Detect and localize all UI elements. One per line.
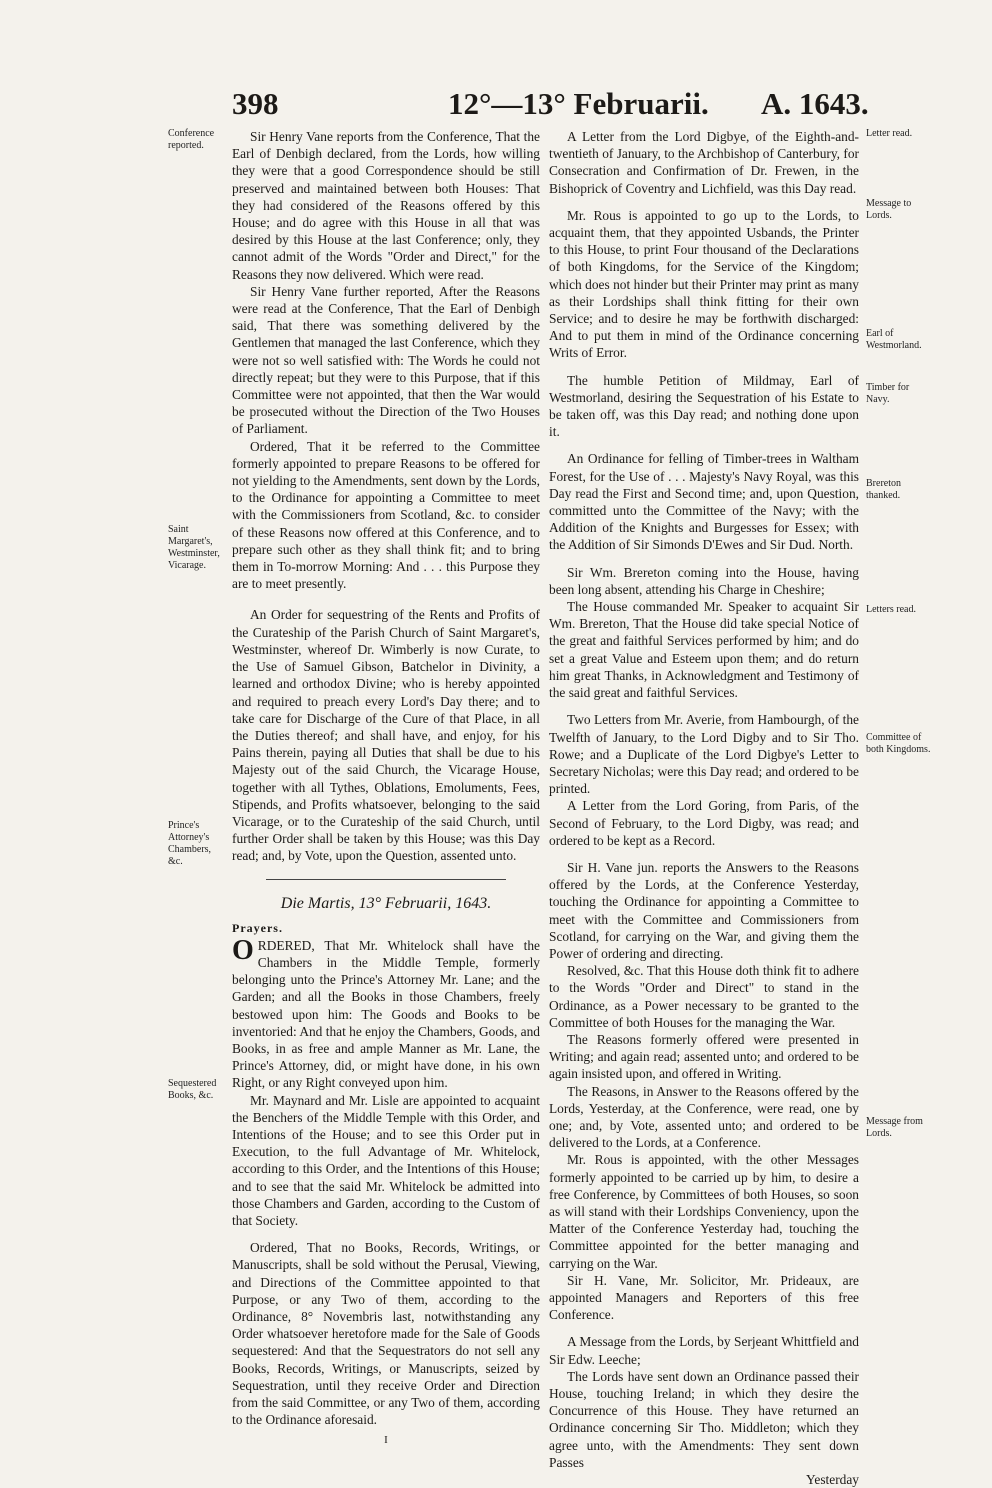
paragraph: Sir Henry Vane further reported, After the Reasons were read at the Conference, That the Earl of Denbigh said, That there was something delivered by the Gentlemen that managed the last Conference, which they were not so well satisfied with: The Words he could not directly repeat; but they were to this Purpose, that if this Committee were not appointed, that then the War would be prosecuted without the Direction of the Two Houses of Parliament. <box>232 283 540 437</box>
margin-note-committee-kingdoms: Committee of both Kingdoms. <box>866 732 931 755</box>
section-title: Die Martis, 13° Februarii, 1643. <box>280 894 492 912</box>
drop-cap: O <box>232 934 254 966</box>
margin-note-timber-navy: Timber for Navy. <box>866 382 910 405</box>
paragraph: The humble Petition of Mildmay, Earl of Westmorland, desiring the Sequestration of his Estate to be taken off, was this Day read; and nothing done upon it. <box>549 372 859 440</box>
paragraph: Mr. Maynard and Mr. Lisle are appointed to acquaint the Benchers of the Middle Temple with this Order, and Intentions of the House; and to see this Order put in Execution, to the full Advantage of Mr. Whitelock, according to this Order, and the Intentions of this House; and to see that the said Mr. Whitelock be admitted into those Chambers and Garden, according to the Custom of that Society. <box>232 1092 540 1228</box>
right-column <box>549 128 859 1488</box>
paragraph: An Order for sequestring of the Rents and Profits of the Curateship of the Parish Church of Saint Margaret's, Westminster, whereof Dr. Wimberly is now Curate, to the Use of Samuel Gibson, Batchelor in Divinity, a learned and orthodox Divine; who is hereby appointed and required to preach every Lord's Day there; and to take care for Discharge of the Cure of that Place, in all the Duties thereof; and shall have, and enjoy, for his Pains therein, paying all Duties that shall be due to his Majesty out of the said Church, the Vicarage House, together with all Tythes, Oblations, Emoluments, Fees, Stipends, and Profits whatsoever, belonging to the said Vicarage, or to the Curateship of the said Church, until further Order shall be taken by this House; was this Day read; and, by Vote, upon the Question, assented unto. <box>232 607 540 864</box>
paragraph: Sir H. Vane jun. reports the Answers to the Reasons offered by the Lords, at the Conference Yesterday, touching the Ordinance for appointing a Committee to meet with the Committee and Commissioners from Scotland, for carrying on the War, and giving them the Power of ordering and directing. <box>549 859 859 961</box>
paragraph: Two Letters from Mr. Averie, from Hambourgh, of the Twelfth of January, to the Lord Digby and to Sir Tho. Rowe; and a Duplicate of the Lord Digbye's Letter to Secretary Nicholas; were this Day read; and ordered to be printed. <box>549 712 859 797</box>
margin-note-earl-westmorland: Earl of Westmorland. <box>866 328 922 351</box>
header-year: A. 1643. <box>761 86 869 121</box>
paragraph: A Letter from the Lord Digbye, of the Eighth-and-twentieth of January, to the Archbishop of Canterbury, for Consecration and Confirmation of Dr. Frewen, in the Bishoprick of Coventry and Lichfield, was this Day read. <box>549 129 859 196</box>
paragraph: An Ordinance for felling of Timber-trees in Waltham Forest, for the Use of . . . Majesty's Navy Royal, was this Day read the First and Second time; and, upon Question, committed unto the Committee of the Navy; with the Addition of the Knights and Burgesses for Essex; with the Addition of Sir Simonds D'Ewes and Sir Dud. North. <box>549 451 859 553</box>
margin-note-message-to-lords: Message to Lords. <box>866 198 912 221</box>
paragraph: A Message from the Lords, by Serjeant Whittfield and Sir Edw. Leeche; <box>549 1334 859 1367</box>
section-divider <box>266 879 506 880</box>
paragraph: Resolved, &c. That this House doth think fit to adhere to the Words "Order and Direct" to stand in the Ordinance, as a Power necessary to be granted to the Committee of both Houses for the managing the War. <box>549 963 859 1030</box>
left-column <box>232 128 540 1450</box>
paragraph: Ordered, That no Books, Records, Writings, or Manuscripts, shall be sold without the Perusal, Viewing, and Directions of the Committee appointed to that Purpose, or any Two of them, according to the Ordinance, 8° Novembris last, notwithstanding any Order whatsoever heretofore made for the Sale of Goods sequestered: And that the Sequestrators do not sell any Books, Records, Writings, or Manuscripts, seized by Sequestration, until they receive Order and Direction from the said Committee, or any Two of them, according to the Ordinance aforesaid. <box>232 1240 540 1428</box>
paragraph: Mr. Rous is appointed to go up to the Lords, to acquaint them, that they appointed Usbands, the Printer to this House, to print Four thousand of the Declarations of both Kingdoms, for the Service of the Kingdom; which does not hinder but their Printer may print as many as their Lordships shall think fitting for their own Service; and to desire he may be forthwith discharged: And to put them in mind of the Ordinance concerning Writs of Error. <box>549 207 859 361</box>
page-header <box>0 86 992 130</box>
margin-note-saint-margarets: Saint Margaret's, Westminster, Vicarage. <box>168 524 220 571</box>
signature-mark: I <box>384 1434 388 1447</box>
paragraph-dropcap: ORDERED, That Mr. Whitelock shall have the Chambers in the Middle Temple, formerly belonging unto the Prince's Attorney Mr. Lane; and the Garden; and all the Books in those Chambers, freely bestowed upon him: The Goods and Books to be inventoried: And that he enjoy the Chambers, Goods, and Books, in as free and ample Manner as Mr. Lane, the Prince's Attorney, did, or might have done, in his own Right, or any Right conveyed upon him. <box>232 934 540 1091</box>
paragraph: Ordered, That it be referred to the Committee formerly appointed to prepare Reasons to be offered for not yielding to the Amendments, sent down by the Lords, to the Ordinance for appointing a Committee to meet with the Commissioners from Scotland, &c. to consider of these Reasons now offered at this Conference, and to prepare such other as they shall think fit; and to bring them in To-morrow Morning: And . . . this Purpose they are to meet presently. <box>232 438 540 592</box>
margin-note-princes-attorney: Prince's Attorney's Chambers, &c. <box>168 820 212 867</box>
prayers-heading: Prayers. <box>232 920 283 935</box>
margin-note-conference-reported: Conference reported. <box>168 128 215 151</box>
catchword: Yesterday <box>806 1472 859 1488</box>
paragraph: Mr. Rous is appointed, with the other Messages formerly appointed to be carried up by him, to desire a free Conference, by Committees of both Houses, so soon as will stand with their Lordships Conveniency, upon the Matter of the Conference Yesterday had, touching the Committee appointed for the better managing and carrying on the War. <box>549 1152 859 1271</box>
paragraph: The Reasons, in Answer to the Reasons offered by the Lords, Yesterday, at the Conference, were read, one by one; and, by Vote, assented unto; and ordered to be delivered to the Lords, at a Conference. <box>549 1083 859 1151</box>
paragraph: Sir Wm. Brereton coming into the House, having been long absent, attending his Charge in Cheshire; <box>549 564 859 597</box>
margin-note-brereton-thanked: Brereton thanked. <box>866 478 901 501</box>
header-date: 12°—13° Februarii. <box>448 86 709 121</box>
page-number: 398 <box>232 86 279 121</box>
margin-note-message-from-lords: Message from Lords. <box>866 1116 923 1139</box>
paragraph: The Reasons formerly offered were presented in Writing; and again read; assented unto; and ordered to be again insisted upon, and offered in Writing. <box>549 1031 859 1082</box>
paragraph: Sir Henry Vane reports from the Conference, That the Earl of Denbigh declared, from the Lords, how willing they were that a good Correspondence should be still preserved and maintained between both Houses: That they had considered of the Reasons offered by this House; and do agree with this House in all that was desired by this House at the last Conference; only, they cannot admit of the Words "Order and Direct," for the Reasons they now delivered. Which were read. <box>232 129 540 282</box>
paragraph: The Lords have sent down an Ordinance passed their House, touching Ireland; in which they desire the Concurrence of this House. They have returned an Ordinance concerning Sir Tho. Middleton; which they agree unto, with the Amendments: They sent down Passes <box>549 1368 859 1470</box>
paragraph: The House commanded Mr. Speaker to acquaint Sir Wm. Brereton, That the House did take special Notice of the great and faithful Services performed by him; and do set a great Value and Esteem upon them; and do return him great Thanks, in Acknowledgment and Testimony of the said great and faithful Services. <box>549 599 859 701</box>
margin-note-sequestered-books: Sequestered Books, &c. <box>168 1078 217 1101</box>
paragraph: Sir H. Vane, Mr. Solicitor, Mr. Prideaux, are appointed Managers and Reporters of this free Conference. <box>549 1272 859 1323</box>
margin-note-letters-read: Letters read. <box>866 604 916 615</box>
paragraph: A Letter from the Lord Goring, from Paris, of the Second of February, to the Lord Digby, was read; and ordered to be kept as a Record. <box>549 798 859 848</box>
margin-note-letter-read: Letter read. <box>866 128 913 139</box>
